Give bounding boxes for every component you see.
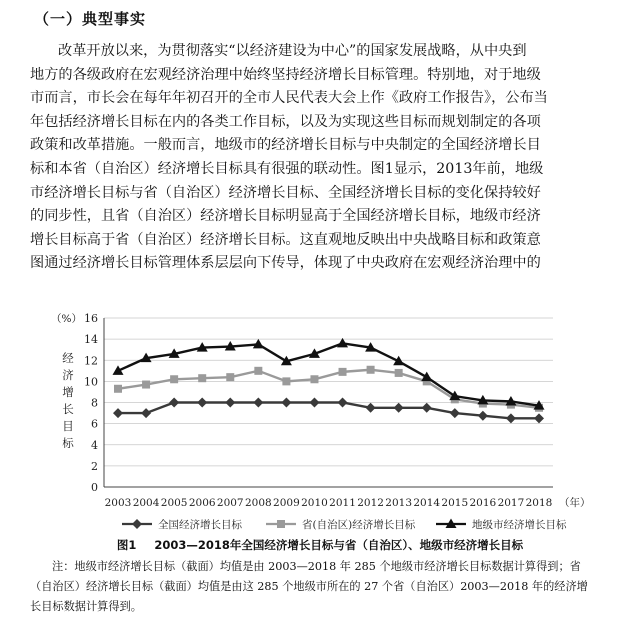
figure-note [30,557,630,617]
data-point [366,403,376,413]
data-point [169,398,179,408]
figure-title: 2003—2018年全国经济增长目标与省（自治区）、地级市经济增长目标 [154,538,524,552]
data-point [281,398,291,408]
series-lines [113,338,545,423]
legend-marker [132,519,142,529]
x-unit-label: （年） [559,497,591,509]
y-tick-label: 4 [91,438,98,452]
x-tick-label: 2017 [497,497,525,509]
x-tick-label: 2016 [469,497,497,509]
x-tick-label: 2003 [104,497,132,509]
x-tick-label: 2013 [385,497,413,509]
data-point [421,372,432,382]
paragraph-line: 标和本省（自治区）经济增长目标具有很强的联动性。图1显示，2013年前，地级 [30,160,544,177]
data-point [395,369,403,377]
x-tick-label: 2014 [413,497,441,509]
data-point [450,408,460,418]
x-tick-label: 2011 [329,497,356,509]
data-point [506,413,516,423]
data-point [253,398,263,408]
x-tick-label: 2008 [244,497,272,509]
note-line: （自治区）经济增长目标（截面）均值是由这 285 个地级市所在的 27 个省（自治区）2003—2018 年的经济增 [30,580,588,593]
x-tick-label: 2018 [525,497,553,509]
data-point [394,403,404,413]
paragraph-line: 地方的各级政府在宏观经济治理中始终坚持经济增长目标管理。特别地，对于地级 [30,66,541,83]
data-point [142,381,150,389]
note-line: 注：地级市经济增长目标（截面）均值是由 2003—2018 年 285 个地级市经济增长目标数据计算得到；省 [52,560,581,573]
y-tick-label: 0 [91,481,98,494]
paragraph-line: 年包括经济增长目标在内的各类工作目标，以及为实现这些目标而规划制定的各项 [30,113,541,130]
data-point [225,398,235,408]
figure-number: 图1 [116,538,137,552]
legend-label: 地级市经济增长目标 [472,519,567,531]
y-axis-label: 经济增长目标 [62,351,74,450]
data-point [339,368,347,376]
data-point [282,377,290,385]
x-tick-label: 2010 [301,497,328,509]
note-line: 长目标数据计算得到。 [30,600,142,613]
data-point [141,408,151,418]
x-tick-label: 2009 [273,497,300,509]
paragraph-line: 的同步性，且省（自治区）经济增长目标明显高于全国经济增长目标，地级市经济 [30,208,541,225]
axes [51,312,590,509]
legend [122,518,567,531]
data-point [309,398,319,408]
data-point [534,413,544,423]
x-tick-label: 2007 [216,497,244,509]
section-heading: （一）典型事实 [34,10,147,28]
paragraph-line: 市经济增长目标与省（自治区）经济增长目标、全国经济增长目标的变化保持较好 [30,184,541,201]
x-tick-label: 2004 [132,497,160,509]
paragraph-line: 图通过经济增长目标管理体系层层向下传导，体现了中央政府在宏观经济治理中的 [30,255,541,272]
data-point [113,408,123,418]
x-tick-label: 2012 [357,497,384,509]
x-tick-label: 2005 [160,497,188,509]
data-point [226,373,234,381]
paragraph-line: 政策和改革措施。一般而言，地级市的经济增长目标与中央制定的全国经济增长目 [30,137,541,154]
y-tick-label: 16 [84,312,98,325]
y-tick-label: 8 [91,396,98,410]
data-point [197,398,207,408]
y-tick-label: 14 [84,333,98,347]
growth-target-line-chart [0,306,640,536]
data-point [170,375,178,383]
data-point [478,411,488,421]
series-line-1 [118,403,539,419]
data-point [310,375,318,383]
x-tick-label: 2015 [441,497,469,509]
legend-label: 全国经济增长目标 [158,519,242,531]
legend-label: 省(自治区)经济增长目标 [302,519,416,531]
paragraph-line: 增长目标高于省（自治区）经济增长目标。这直观地反映出中央战略目标和政策意 [30,231,541,248]
figure-caption [0,537,640,553]
data-point [367,366,375,374]
y-tick-label: 10 [84,375,98,389]
paragraph-line: 市而言，市长会在每年年初召开的全市人民代表大会上作《政府工作报告》，公布当 [30,90,548,107]
y-unit-label: （%） [51,313,82,325]
y-tick-label: 6 [91,417,98,431]
data-point [254,367,262,375]
data-point [338,398,348,408]
paragraph-line: 改革开放以来，为贯彻落实“以经济建设为中心”的国家发展战略，从中央到 [58,43,527,59]
legend-marker [277,520,285,528]
y-tick-label: 12 [84,354,98,368]
data-point [422,403,432,413]
data-point [198,374,206,382]
y-tick-label: 2 [91,459,98,473]
x-tick-label: 2006 [188,497,216,509]
data-point [114,385,122,393]
body-paragraph [30,40,630,276]
